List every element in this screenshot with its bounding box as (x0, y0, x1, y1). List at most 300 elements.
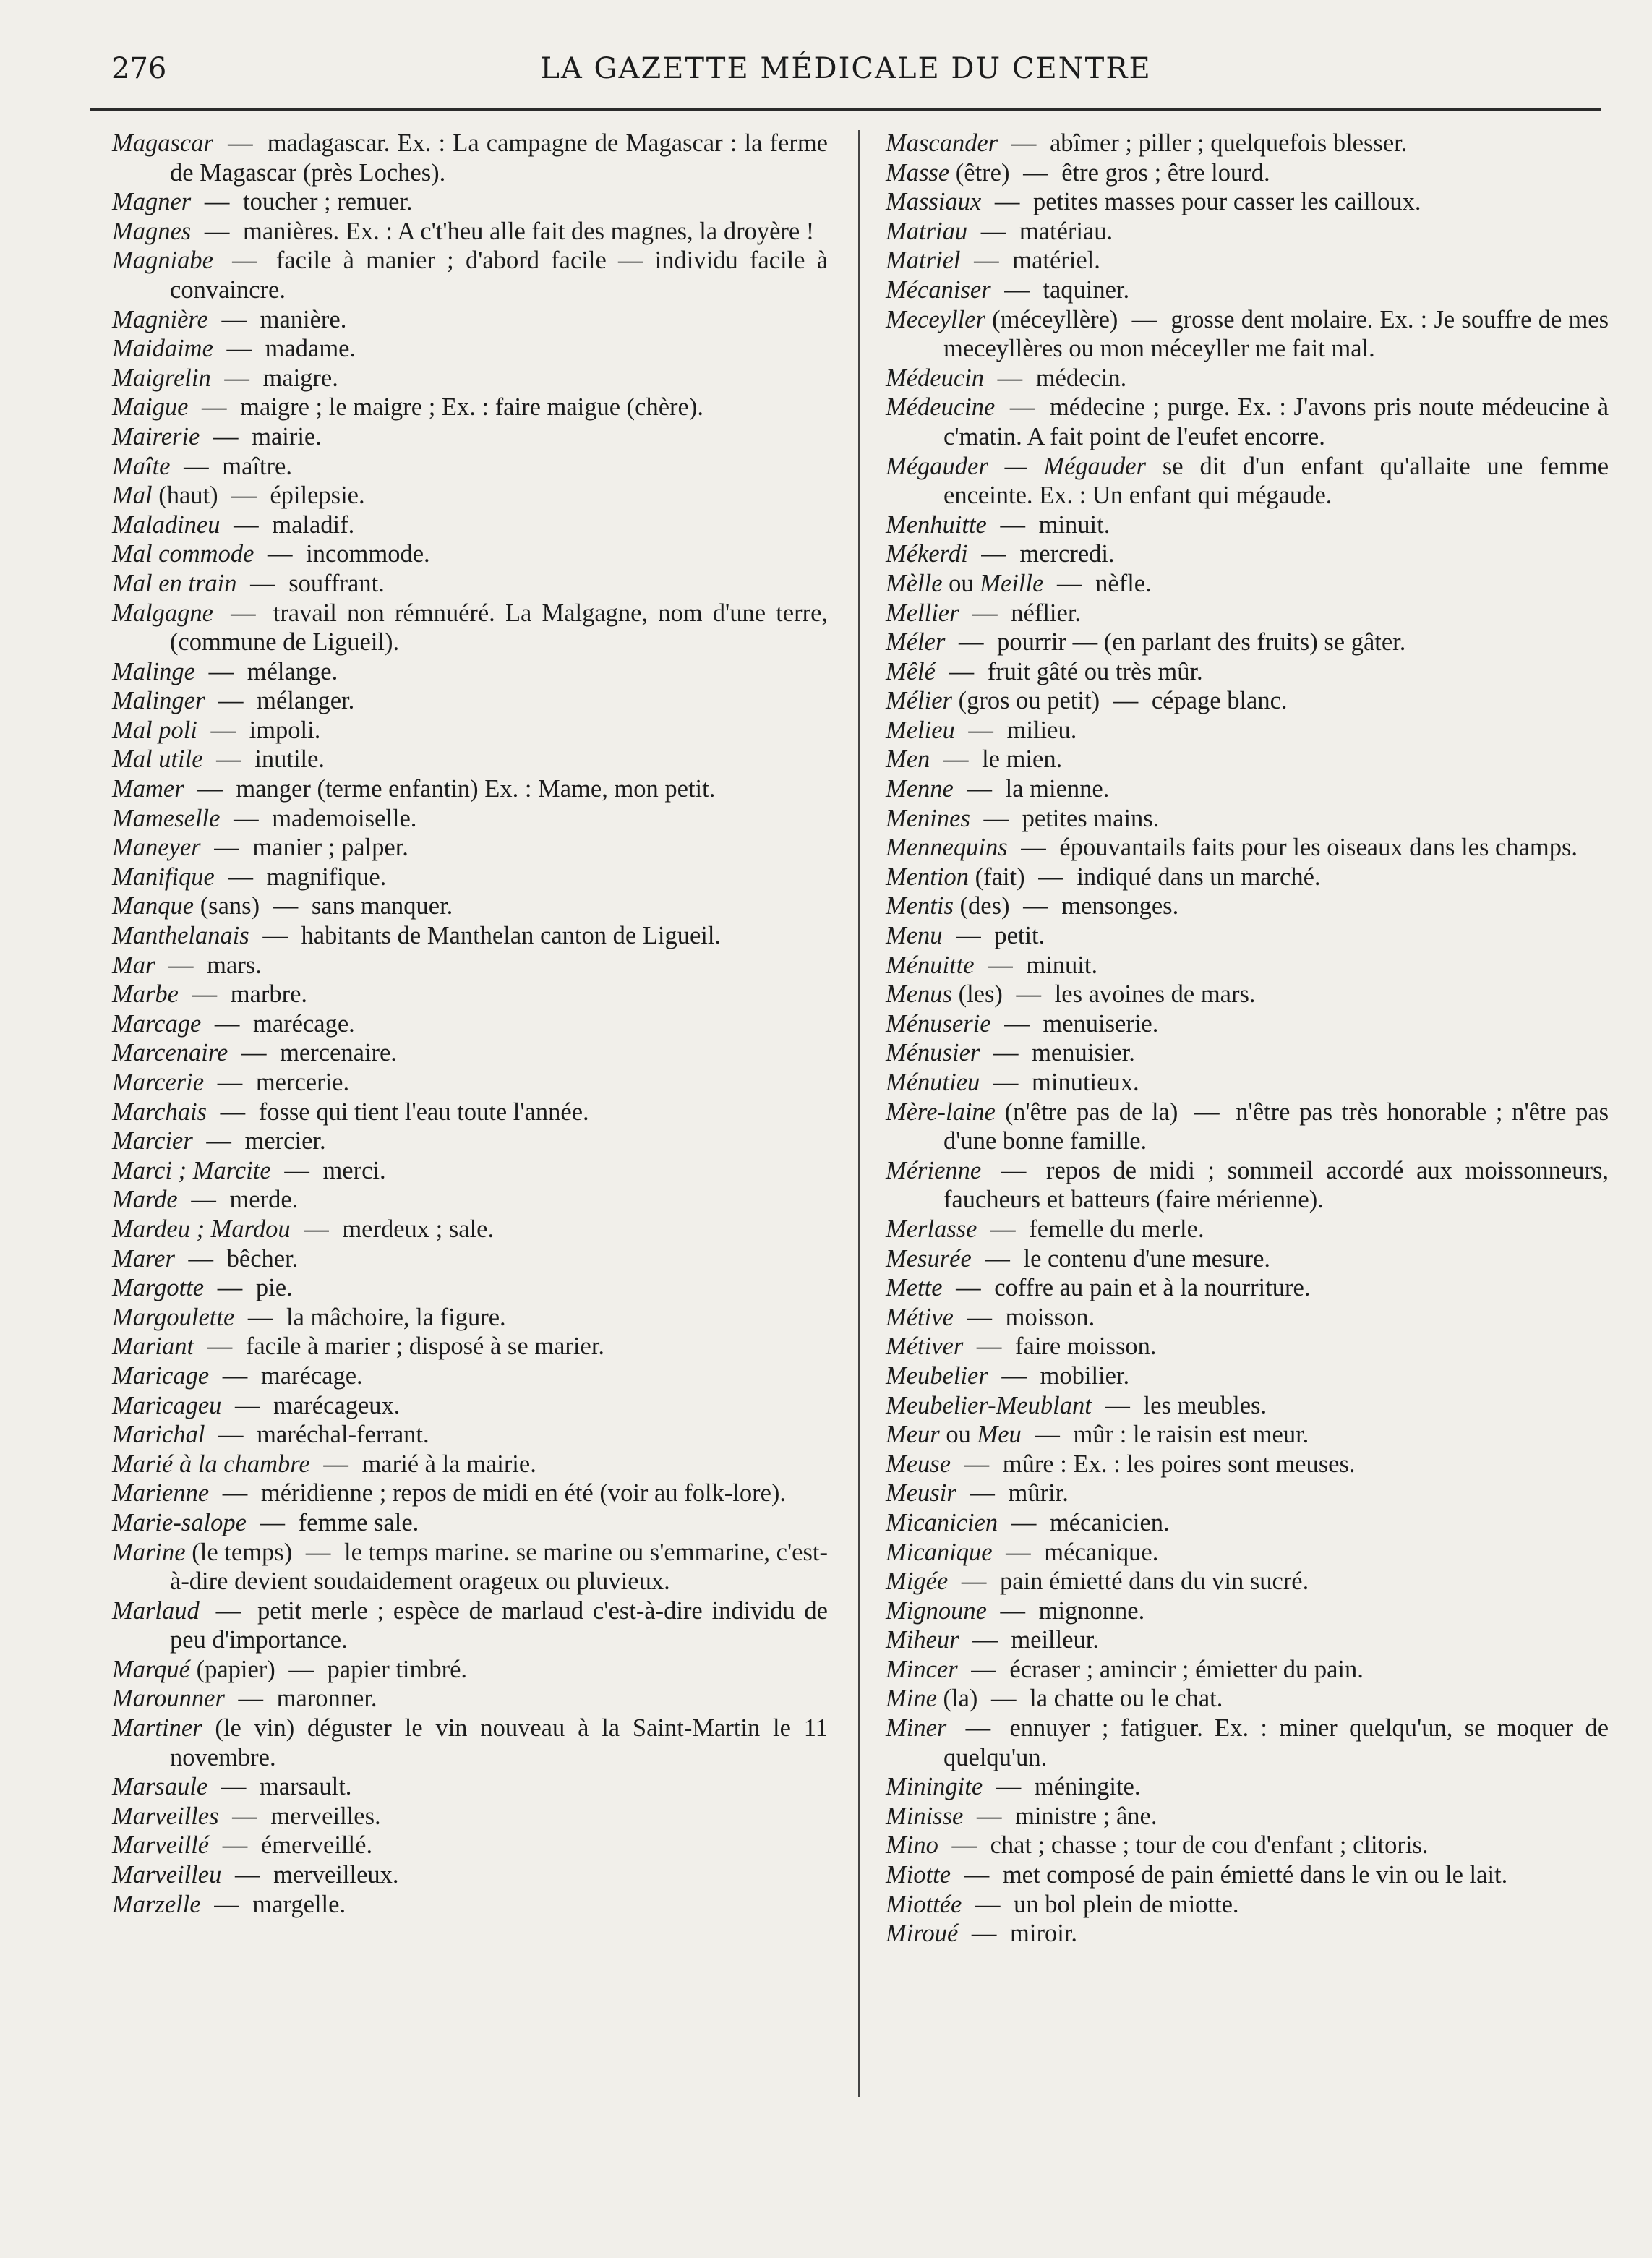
entry-definition: marié à la mairie. (361, 1450, 536, 1478)
dictionary-entry (886, 804, 1609, 834)
entry-headword-variant: Meu (977, 1421, 1022, 1449)
entry-dash: — (217, 1069, 243, 1096)
entry-dash: — (956, 922, 981, 950)
dictionary-entry (112, 1714, 828, 1772)
entry-headword: Mellier (886, 599, 959, 627)
entry-headword: Marqué (112, 1655, 190, 1683)
entry-definition: minuit. (1038, 510, 1110, 539)
entry-definition: fruit gâté ou très mûr. (987, 657, 1203, 685)
entry-definition: pourrir — (en parlant des fruits) se gâter. (997, 628, 1406, 657)
entry-dash: — (247, 1303, 273, 1331)
dictionary-entry (886, 863, 1609, 892)
entry-definition: être gros ; être lourd. (1061, 158, 1270, 187)
dictionary-entry (886, 1772, 1609, 1802)
dictionary-entry (886, 1831, 1609, 1860)
entry-headword: Marcier (112, 1127, 193, 1155)
dictionary-entry (886, 275, 1609, 305)
entry-headword: Mal poli (112, 716, 197, 744)
entry-dash: — (188, 1244, 213, 1273)
dictionary-entry (886, 217, 1609, 247)
entry-definition: manières. Ex. : A c't'heu alle fait des magnes, la droyère ! (242, 217, 815, 245)
entry-dash: — (214, 1009, 240, 1038)
entry-dash: — (983, 804, 1009, 832)
dictionary-entry (886, 686, 1609, 716)
entry-headword: Martiner (112, 1714, 202, 1742)
entry-definition: mairie. (252, 422, 322, 450)
entry-dash: — (202, 393, 227, 422)
entry-definition: émerveillé. (260, 1831, 373, 1860)
entry-dash: — (1000, 510, 1025, 539)
dictionary-entry (886, 951, 1609, 980)
entry-dash: — (959, 628, 984, 657)
entry-definition: ennuyer ; fatiguer. Ex. : miner quelqu'un, se moquer de quelqu'un. (943, 1714, 1609, 1771)
dictionary-entry (886, 1596, 1609, 1626)
dictionary-entry (112, 1802, 828, 1831)
entry-dash: — (988, 951, 1013, 979)
entry-dash: — (206, 1127, 231, 1155)
entry-definition: mensonges. (1061, 892, 1179, 920)
entry-dash: — (990, 1215, 1016, 1243)
dictionary-entry (886, 716, 1609, 745)
entry-dash: — (1001, 1156, 1027, 1184)
dictionary-entry (112, 539, 828, 569)
entry-dash: — (943, 745, 969, 774)
entry-headword: Marcenaire (112, 1039, 228, 1067)
page-number: 276 (111, 52, 167, 85)
entry-definition: cépage blanc. (1151, 687, 1288, 715)
entry-definition: met composé de pain émietté dans le vin ou le lait. (1002, 1861, 1508, 1889)
entry-dash: — (216, 745, 241, 774)
entry-dash: — (208, 657, 234, 685)
dictionary-entry (886, 1391, 1609, 1421)
dictionary-entry (112, 1860, 828, 1890)
entry-definition: mercerie. (255, 1069, 350, 1096)
dictionary-entry (112, 774, 828, 804)
entry-definition: repos de midi ; sommeil accordé aux moissonneurs, faucheurs et batteurs (faire mérienne). (943, 1156, 1609, 1214)
entry-dash: — (1000, 1596, 1026, 1625)
entry-headword: Marbe (112, 980, 179, 1009)
dictionary-entry (886, 1215, 1609, 1244)
entry-headword: Mameselle (112, 804, 221, 832)
entry-dash: — (1006, 1538, 1031, 1566)
entry-headword: Magner (112, 188, 192, 216)
entry-dash: — (260, 1508, 286, 1536)
entry-definition: mécanique. (1044, 1538, 1159, 1566)
entry-headword: Mal utile (112, 745, 203, 774)
entry-headword: Marzelle (112, 1890, 201, 1918)
entry-dash: — (304, 1215, 329, 1243)
dictionary-entry (886, 158, 1609, 188)
entry-dash: — (976, 1333, 1002, 1361)
entry-dash: — (250, 569, 275, 597)
dictionary-entry (112, 1332, 828, 1361)
entry-headword: Mal en train (112, 569, 237, 597)
entry-definition: madagascar. Ex. : La campagne de Magascar : la ferme de Magascar (près Loches). (170, 129, 828, 187)
entry-definition: menuiserie. (1043, 1009, 1159, 1038)
entry-headword: Ménuitte (886, 951, 975, 979)
dictionary-entry (886, 1479, 1609, 1508)
entry-dash: — (168, 951, 194, 979)
dictionary-entry (112, 863, 828, 892)
entry-headword: Marcage (112, 1009, 202, 1038)
dictionary-entry (886, 1098, 1609, 1156)
dictionary-entry (112, 393, 828, 422)
entry-headword: Manthelanais (112, 922, 249, 950)
entry-dash: — (231, 482, 257, 510)
entry-definition: la mienne. (1005, 775, 1110, 803)
entry-definition: taquiner. (1043, 275, 1130, 304)
entry-dash: — (1016, 980, 1042, 1009)
entry-headword: Marer (112, 1244, 175, 1273)
dictionary-entry (886, 1919, 1609, 1949)
dictionary-entry (886, 1625, 1609, 1655)
entry-definition: merci. (322, 1156, 386, 1184)
dictionary-entry (886, 1332, 1609, 1361)
entry-headword: Mélier (886, 687, 952, 715)
entry-dash: — (222, 1479, 248, 1508)
entry-dash: — (222, 1361, 248, 1390)
dictionary-entry (886, 921, 1609, 951)
entry-dash: — (232, 1802, 257, 1830)
entry-qualifier: (méceyllère) (992, 305, 1118, 333)
entry-headword: Métive (886, 1303, 954, 1331)
dictionary-entry (112, 1831, 828, 1860)
entry-definition: mignonne. (1038, 1596, 1145, 1625)
entry-definition: milieu. (1006, 716, 1077, 744)
dictionary-entry (886, 1009, 1609, 1039)
entry-headword: Mégauder — Mégauder (886, 452, 1146, 480)
entry-dash: — (218, 1421, 244, 1449)
entry-definition: maigre ; le maigre ; Ex. : faire maigue (chère). (240, 393, 703, 422)
entry-dash: — (971, 1655, 996, 1683)
entry-headword: Miheur (886, 1626, 959, 1654)
entry-definition: impoli. (249, 716, 321, 744)
dictionary-entry (112, 1890, 828, 1920)
entry-headword: Menines (886, 804, 970, 832)
entry-definition: femme sale. (298, 1508, 419, 1536)
entry-dash: — (204, 217, 230, 245)
dictionary-entry (886, 833, 1609, 863)
entry-dash: — (1038, 863, 1063, 891)
entry-dash: — (234, 804, 259, 832)
dictionary-entry (112, 217, 828, 247)
entry-qualifier: (la) (943, 1685, 978, 1713)
entry-headword: Meuse (886, 1450, 951, 1478)
entry-headword: Marounner (112, 1685, 225, 1713)
entry-headword: Massiaux (886, 188, 982, 216)
dictionary-entry (886, 510, 1609, 540)
entry-headword: Mariant (112, 1333, 194, 1361)
dictionary-entry (886, 1244, 1609, 1274)
entry-definition: manger (terme enfantin) Ex. : Mame, mon petit. (236, 775, 716, 803)
entry-definition: grosse dent molaire. Ex. : Je souffre de mes meceyllères ou mon méceyller me fait mal. (943, 305, 1609, 363)
entry-headword: Malinge (112, 657, 195, 685)
dictionary-entry (886, 393, 1609, 451)
entry-definition: n'être pas très honorable ; n'être pas d'une bonne famille. (943, 1098, 1609, 1155)
entry-definition: incommode. (306, 540, 430, 568)
entry-definition: petites mains. (1022, 804, 1160, 832)
entry-dash: — (197, 775, 223, 803)
entry-definition: ministre ; âne. (1015, 1802, 1157, 1830)
entry-dash: — (238, 1685, 263, 1713)
dictionary-entry (886, 1567, 1609, 1596)
dictionary-entry (112, 1508, 828, 1538)
dictionary-entry (112, 891, 828, 921)
entry-dash: — (1035, 1421, 1060, 1449)
entry-dash: — (213, 422, 239, 450)
dictionary-entry (112, 1038, 828, 1068)
dictionary-entry (886, 569, 1609, 599)
dictionary-entry (112, 951, 828, 980)
entry-definition: maronner. (276, 1685, 377, 1713)
entry-headword: Mentis (886, 892, 954, 920)
entry-headword: Meubelier-Meublant (886, 1391, 1092, 1419)
entry-headword: Mal (112, 482, 153, 510)
entry-dash: — (204, 188, 230, 216)
entry-qualifier: (le vin) (215, 1714, 295, 1742)
entry-headword: Mennequins (886, 834, 1008, 862)
entry-headword: Mère-laine (886, 1098, 996, 1126)
entry-headword-variant: Meille (980, 569, 1044, 597)
dictionary-entry (112, 1479, 828, 1508)
entry-definition: meilleur. (1011, 1626, 1100, 1654)
entry-qualifier: (gros ou petit) (958, 687, 1100, 715)
dictionary-entry (886, 980, 1609, 1009)
entry-dash: — (215, 1596, 241, 1625)
entry-dash: — (191, 1186, 216, 1214)
dictionary-entry (112, 1098, 828, 1127)
entry-definition: petit merle ; espèce de marlaud c'est-à-dire individu de peu d'importance. (170, 1596, 828, 1654)
entry-definition: les meubles. (1143, 1391, 1267, 1419)
entry-dash: — (284, 1156, 309, 1184)
entry-dash: — (273, 892, 299, 920)
entry-definition: facile à manier ; d'abord facile — individu facile à convaincre. (170, 247, 829, 304)
entry-headword: Méler (886, 628, 946, 657)
entry-dash: — (221, 305, 247, 333)
entry-dash: — (993, 1069, 1019, 1096)
dictionary-entry (112, 481, 828, 510)
entry-definition: travail non rémnuéré. La Malgagne, nom d'une terre, (commune de Ligueil). (170, 599, 829, 657)
entry-dash: — (1004, 275, 1030, 304)
entry-definition: magnifique. (266, 863, 387, 891)
entry-dash: — (1194, 1098, 1220, 1126)
entry-dash: — (234, 1861, 260, 1889)
entry-headword: Mardeu ; Mardou (112, 1215, 291, 1243)
entry-definition: marécage. (253, 1009, 355, 1038)
entry-headword: Marveillé (112, 1831, 210, 1860)
dictionary-entry (112, 1450, 828, 1479)
dictionary-entry (112, 1068, 828, 1098)
entry-headword: Ménusier (886, 1039, 980, 1067)
entry-headword: Médeucin (886, 364, 985, 392)
entry-dash: — (956, 1274, 981, 1302)
entry-headword: Miroué (886, 1920, 959, 1948)
dictionary-entry (112, 510, 828, 540)
dictionary-entry (112, 1185, 828, 1215)
entry-dash: — (214, 1890, 239, 1918)
dictionary-entry (112, 1391, 828, 1421)
dictionary-entry (886, 305, 1609, 364)
entry-definition: marbre. (230, 980, 308, 1009)
entry-headword: Manifique (112, 863, 215, 891)
entry-definition: habitants de Manthelan canton de Ligueil. (301, 922, 722, 950)
entry-dash: — (268, 540, 293, 568)
entry-definition: mercenaire. (280, 1039, 397, 1067)
entry-headword: Maricage (112, 1361, 210, 1390)
entry-definition: fosse qui tient l'eau toute l'année. (258, 1098, 589, 1126)
entry-headword: Marcerie (112, 1069, 205, 1096)
entry-dash: — (226, 335, 252, 363)
entry-headword: Melieu (886, 716, 955, 744)
entry-headword: Ménuserie (886, 1009, 991, 1038)
entry-headword: Marine (112, 1538, 186, 1566)
entry-definition: mélanger. (257, 687, 355, 715)
entry-dash: — (220, 1098, 246, 1126)
entry-dash: — (997, 364, 1023, 392)
entry-headword: Menne (886, 775, 954, 803)
entry-dash: — (976, 1802, 1002, 1830)
entry-dash: — (971, 1920, 997, 1948)
entry-qualifier: (fait) (975, 863, 1025, 891)
entry-dash: — (968, 716, 993, 744)
dictionary-entry (112, 1772, 828, 1802)
entry-definition: bêcher. (226, 1244, 299, 1273)
entry-definition: maître. (222, 452, 292, 480)
entry-headword: Marchais (112, 1098, 207, 1126)
dictionary-entry (886, 1156, 1609, 1215)
dictionary-entry (886, 1538, 1609, 1568)
entry-headword: Merlasse (886, 1215, 977, 1243)
entry-dash: — (262, 922, 288, 950)
entry-dash: — (994, 188, 1020, 216)
entry-qualifier: ou (946, 1421, 971, 1449)
entry-definition: petit. (994, 922, 1045, 950)
entry-headword: Margoulette (112, 1303, 235, 1331)
entry-definition: mélange. (247, 657, 338, 685)
entry-definition: mobilier. (1040, 1361, 1130, 1390)
entry-headword: Matriel (886, 247, 961, 275)
entry-definition: mercier. (244, 1127, 326, 1155)
dictionary-entry (886, 364, 1609, 393)
entry-dash: — (214, 834, 239, 862)
entry-definition: toucher ; remuer. (242, 188, 413, 216)
entry-qualifier: (le temps) (192, 1538, 293, 1566)
entry-dash: — (235, 1391, 260, 1419)
entry-headword: Maigue (112, 393, 189, 422)
entry-headword: Mêlé (886, 657, 936, 685)
entry-definition: matériau. (1019, 217, 1113, 245)
entry-definition: pain émietté dans du vin sucré. (999, 1568, 1309, 1596)
entry-definition: écraser ; amincir ; émietter du pain. (1009, 1655, 1364, 1683)
entry-definition: facile à marier ; disposé à se marier. (245, 1333, 605, 1361)
dictionary-entry (886, 1420, 1609, 1450)
entry-dash: — (1057, 569, 1082, 597)
entry-headword: Mal commode (112, 540, 254, 568)
entry-headword: Marichal (112, 1421, 205, 1449)
entry-dash: — (228, 129, 253, 157)
entry-definition: médecine ; purge. Ex. : J'avons pris noute médeucine à c'matin. A fait point de l'eufet encorre. (943, 393, 1609, 450)
dictionary-entry (112, 745, 828, 774)
entry-headword: Men (886, 745, 930, 774)
dictionary-entry (886, 1273, 1609, 1303)
entry-qualifier: (être) (955, 158, 1010, 187)
dictionary-entry (886, 246, 1609, 275)
entry-dash: — (288, 1655, 314, 1683)
entry-definition: maladif. (272, 510, 355, 539)
entry-definition: faire moisson. (1015, 1333, 1157, 1361)
dictionary-entry (886, 891, 1609, 921)
dictionary-entry (886, 599, 1609, 628)
dictionary-entry (112, 716, 828, 745)
entry-dash: — (1023, 892, 1048, 920)
entry-qualifier: (des) (959, 892, 1010, 920)
entry-headword: Mignoune (886, 1596, 987, 1625)
header-rule (90, 108, 1601, 111)
entry-definition: les avoines de mars. (1054, 980, 1256, 1009)
entry-dash: — (949, 657, 975, 685)
entry-definition: méridienne ; repos de midi en été (voir au folk-lore). (260, 1479, 787, 1508)
entry-headword: Mincer (886, 1655, 958, 1683)
entry-headword: Marsaule (112, 1773, 208, 1801)
dictionary-entry (886, 774, 1609, 804)
entry-dash: — (1023, 158, 1048, 187)
entry-headword: Malgagne (112, 599, 213, 627)
entry-definition: minuit. (1026, 951, 1098, 979)
entry-headword: Marci ; Marcite (112, 1156, 271, 1184)
entry-definition: la chatte ou le chat. (1030, 1685, 1223, 1713)
entry-definition: inutile. (254, 745, 325, 774)
entry-dash: — (1021, 834, 1046, 862)
entry-dash: — (218, 687, 244, 715)
dictionary-entry (112, 1596, 828, 1655)
entry-definition: épouvantails faits pour les oiseaux dans les champs. (1059, 834, 1578, 862)
column-divider (858, 130, 860, 2097)
dictionary-entry (886, 1450, 1609, 1479)
entry-definition: néflier. (1011, 599, 1082, 627)
entry-definition: sans manquer. (311, 892, 453, 920)
dictionary-entry (886, 1068, 1609, 1098)
entry-dash: — (305, 1538, 331, 1566)
entry-headword: Médeucine (886, 393, 996, 422)
entry-dash: — (241, 1039, 267, 1067)
entry-headword: Mine (886, 1685, 937, 1713)
entry-headword: Métiver (886, 1333, 964, 1361)
dictionary-entry (112, 1126, 828, 1156)
dictionary-entry (112, 804, 828, 834)
entry-definition: souffrant. (288, 569, 385, 597)
entry-qualifier: (papier) (196, 1655, 275, 1683)
entry-definition: manier ; palper. (252, 834, 408, 862)
entry-headword: Mérienne (886, 1156, 982, 1184)
entry-dash: — (231, 599, 256, 627)
entry-dash: — (980, 217, 1006, 245)
entry-definition: le mien. (982, 745, 1063, 774)
entry-definition: miroir. (1010, 1920, 1078, 1948)
entry-definition: se dit d'un enfant qu'allaite une femme enceinte. Ex. : Un enfant qui mégaude. (943, 452, 1609, 510)
entry-dash: — (1113, 687, 1139, 715)
entry-headword: Menhuitte (886, 510, 987, 539)
entry-definition: indiqué dans un marché. (1077, 863, 1321, 891)
entry-headword: Meur (886, 1421, 940, 1449)
entry-headword: Meusir (886, 1479, 956, 1508)
entry-definition: un bol plein de miotte. (1014, 1890, 1239, 1918)
entry-headword: Marienne (112, 1479, 210, 1508)
dictionary-entry (112, 1009, 828, 1039)
dictionary-entry (112, 334, 828, 364)
entry-definition: manière. (260, 305, 347, 333)
entry-definition: femelle du merle. (1029, 1215, 1204, 1243)
dictionary-entry (112, 1655, 828, 1685)
